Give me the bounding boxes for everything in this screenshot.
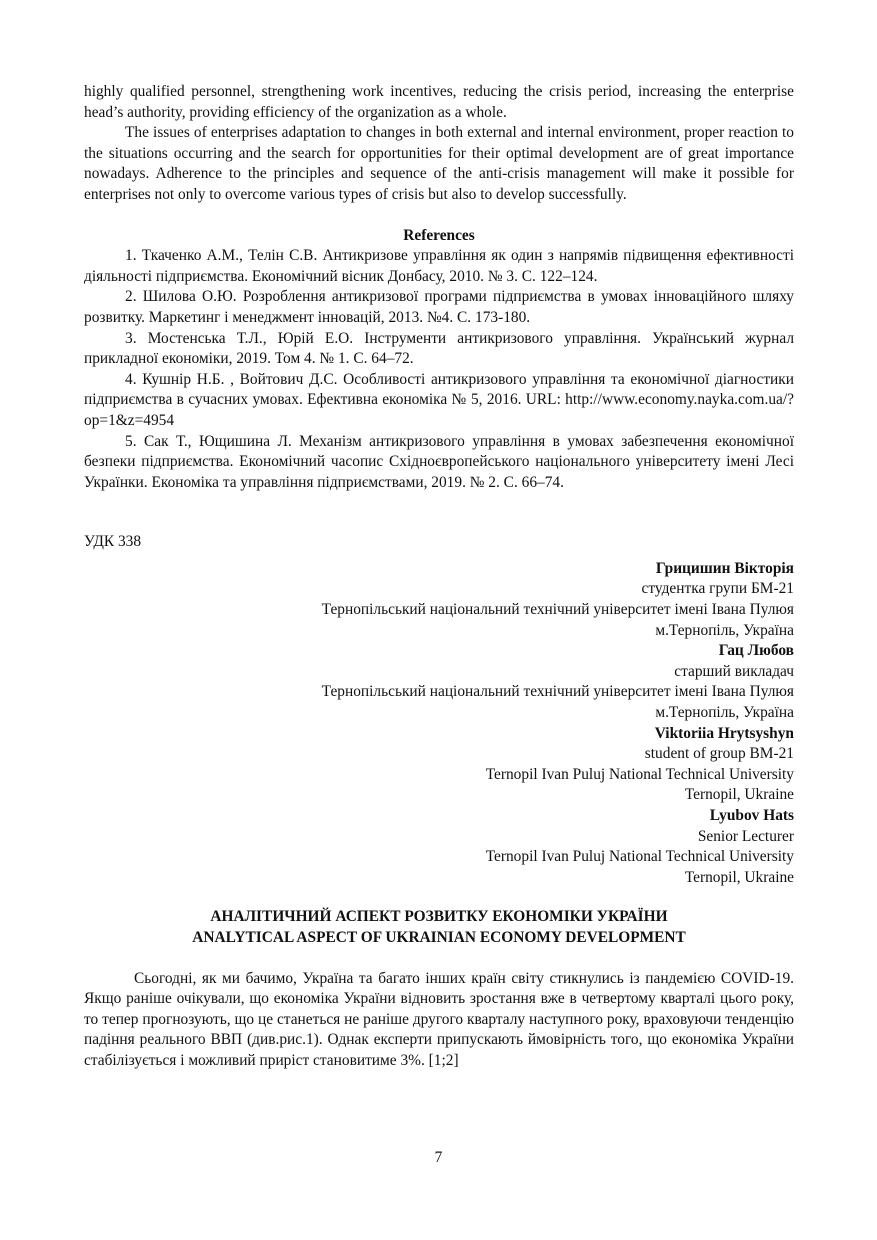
author-location: м.Тернопіль, Україна xyxy=(655,704,794,722)
author-institution: Тернопільський національний технічний університет імені Івана Пулюя xyxy=(321,683,794,701)
reference-item: 4. Кушнір Н.Б. , Войтович Д.С. Особливості антикризового управління та економічної діагностики підприємства в сучасних умовах. Ефективна економіка № 5, 2016. URL: http://www.economy.nayka.com.ua/?op=1&z=4954 xyxy=(84,370,794,429)
reference-item: 2. Шилова О.Ю. Розроблення антикризової програми підприємства в умовах інноваційного шляху розвитку. Маркетинг і менеджмент інновацій, 2013. №4. С. 173-180. xyxy=(84,288,794,326)
author-name: Viktoriia Hrytsyshyn xyxy=(654,724,794,742)
article-title-en: ANALYTICAL ASPECT OF UKRAINIAN ECONOMY DEVELOPMENT xyxy=(192,928,686,946)
references-heading: References xyxy=(403,226,475,244)
author-role: Senior Lecturer xyxy=(697,827,794,845)
reference-item: 1. Ткаченко А.М., Телін С.В. Антикризове управління як один з напрямів підвищення ефективності діяльності підприємства. Економічний вісник Донбасу, 2010. № 3. С. 122–124. xyxy=(84,247,794,285)
author-name: Грицишин Вікторія xyxy=(655,559,794,577)
article-title xyxy=(84,907,794,948)
author-role: старший викладач xyxy=(674,662,794,680)
author-institution: Ternopil Ivan Puluj National Technical University xyxy=(485,848,794,866)
author-location: Ternopil, Ukraine xyxy=(684,868,794,886)
author-role: student of group BM-21 xyxy=(644,745,794,763)
article-body xyxy=(84,969,794,1072)
document-page xyxy=(84,82,794,1072)
authors-block xyxy=(84,559,794,889)
author-institution: Тернопільський національний технічний університет імені Івана Пулюя xyxy=(321,601,794,619)
author-location: Ternopil, Ukraine xyxy=(684,786,794,804)
article-paragraph: Сьогодні, як ми бачимо, Україна та багато інших країн світу стикнулись із пандемією COVID-19. Якщо раніше очікували, що економіка України відновить зростання вже в четвертому кварталі цього року, то тепер прогнозують, що це станеться не раніше другого кварталу наступного року, враховуючи тенденцію падіння реального ВВП (див.рис.1). Однак експерти припускають ймовірність того, що економіка України стабілізується і можливий приріст становитиме 3%. [1;2] xyxy=(84,969,794,1069)
author-role: студентка групи БМ-21 xyxy=(641,580,794,598)
reference-item: 3. Мостенська Т.Л., Юрій Е.О. Інструменти антикризового управління. Український журнал прикладної економіки, 2019. Том 4. № 1. С. 64–72. xyxy=(84,329,794,368)
author-name: Lyubov Hats xyxy=(709,807,794,824)
udk-code: УДК 338 xyxy=(84,533,142,551)
page-number: 7 xyxy=(434,1149,443,1166)
article-title-ua: АНАЛІТИЧНИЙ АСПЕКТ РОЗВИТКУ ЕКОНОМІКИ УКРАЇНИ xyxy=(210,908,668,926)
intro-paragraph-2: The issues of enterprises adaptation to changes in both external and internal environment, proper reaction to the situations occurring and the search for opportunities for their optimal development are of great importance nowadays. Adherence to the principles and sequence of the anti-crisis management will make it possible for enterprises not only to overcome various types of crisis but also to develop successfully. xyxy=(84,124,794,203)
author-location: м.Тернопіль, Україна xyxy=(655,621,794,639)
author-institution: Ternopil Ivan Puluj National Technical University xyxy=(485,765,794,783)
author-name: Гац Любов xyxy=(718,642,794,660)
reference-item: 5. Сак Т., Ющишина Л. Механізм антикризового управління в умовах забезпечення економічної безпеки підприємства. Економічний часопис Східноєвропейського національного університету імені Лесі Українки. Економіка та управління підприємствами, 2019. № 2. С. 66–74. xyxy=(84,432,794,491)
intro-paragraph-1: highly qualified personnel, strengthening work incentives, reducing the crisis period, increasing the enterprise head’s authority, providing efficiency of the organization as a whole. xyxy=(84,83,794,121)
references-list xyxy=(84,246,794,493)
